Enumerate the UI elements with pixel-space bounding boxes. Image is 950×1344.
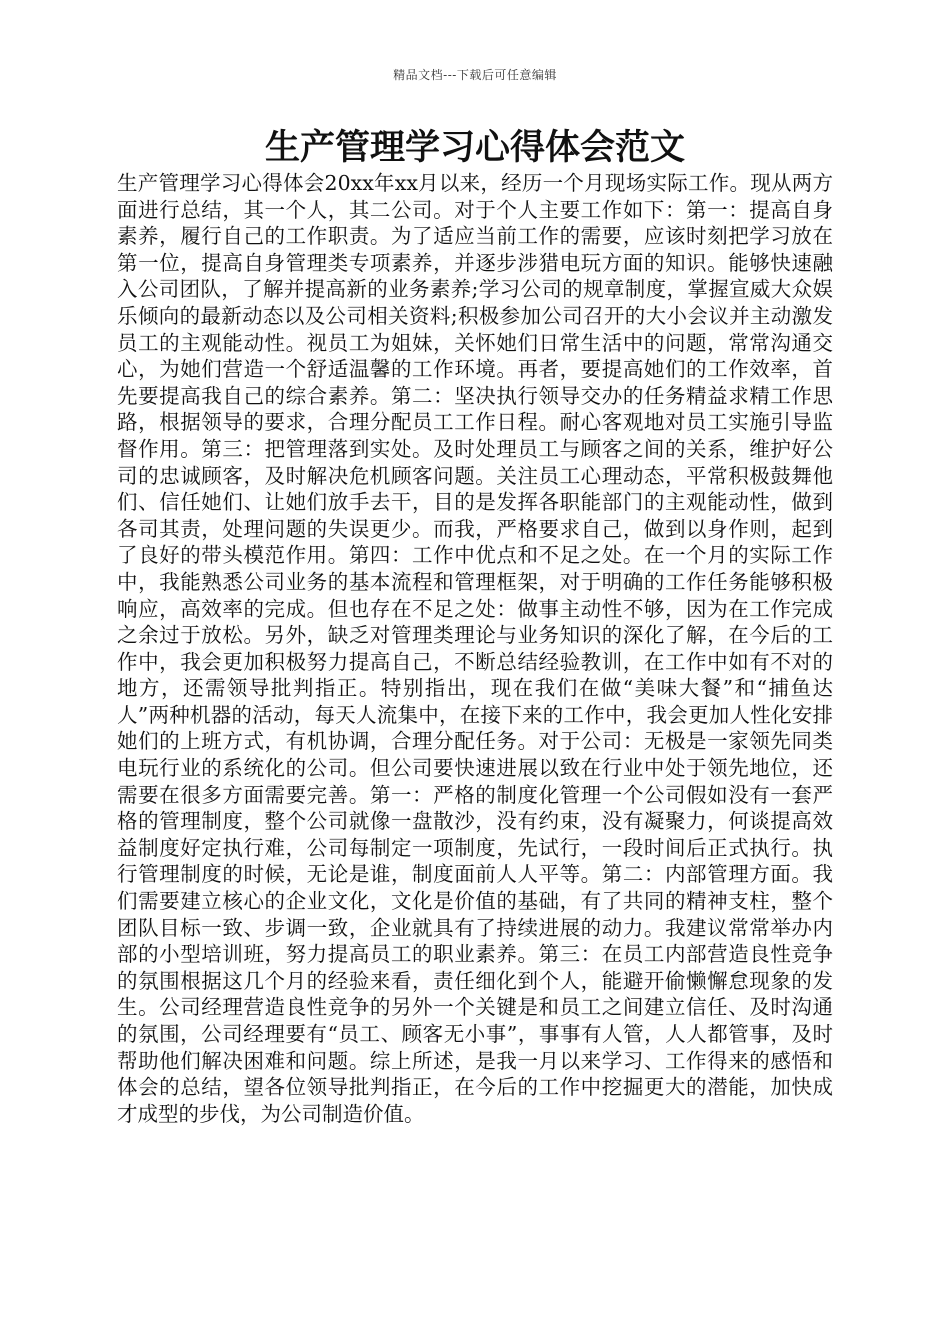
document-title: 生产管理学习心得体会范文	[264, 128, 685, 168]
header-note: 精品文档---下载后可任意编辑	[393, 68, 557, 82]
document-body: 生产管理学习心得体会20xx年xx月以来，经历一个月现场实际工作。现从两方面进行总结，其一个人，其二公司。对于个人主要工作如下：第一：提高自身素养，履行自己的工作职责。为了适应当前工作的需要，应该时刻把学习放在第一位，提高自身管理类专项素养，并逐步涉猎电玩方面的知识。能够快速融入公司团队，了解并提高新的业务素养;学习公司的规章制度，掌握宣威大众娱乐倾向的最新动态以及公司相关资料;积极参加公司召开的大小会议并主动激发员工的主观能动性。视员工为姐妹，关怀她们日常生活中的问题，常常沟通交心，为她们营造一个舒适温馨的工作环境。再者，要提高她们的工作效率，首先要提高我自己的综合素养。第二：坚决执行领导交办的任务精益求精工作思路，根据领导的要求，合理分配员工工作日程。耐心客观地对员工实施引导监督作用。第三：把管理落到实处。及时处理员工与顾客之间的关系，维护好公司的忠诚顾客，及时解决危机顾客问题。关注员工心理动态，平常积极鼓舞他们、信任她们、让她们放手去干，目的是发挥各职能部门的主观能动性，做到各司其责，处理问题的失误更少。而我，严格要求自己，做到以身作则，起到了良好的带头模范作用。第四：工作中优点和不足之处。在一个月的实际工作中，我能熟悉公司业务的基本流程和管理框架，对于明确的工作任务能够积极响应，高效率的完成。但也存在不足之处：做事主动性不够，因为在工作完成之余过于放松。另外，缺乏对管理类理论与业务知识的深化了解，在今后的工作中，我会更加积极努力提高自己，不断总结经验教训，在工作中如有不对的地方，还需领导批判指正。特别指出，现在我们在做“美味大餐”和“捕鱼达人”两种机器的活动，每天人流集中，在接下来的工作中，我会更加人性化安排她们的上班方式，有机协调，合理分配任务。对于公司：无极是一家领先同类电玩行业的系统化的公司。但公司要快速进展以致在行业中处于领先地位，还需要在很多方面需要完善。第一：严格的制度化管理一个公司假如没有一套严格的管理制度，整个公司就像一盘散沙，没有约束，没有凝聚力，何谈提高效益制度好定执行难，公司每制定一项制度，先试行，一段时间后正式执行。执行管理制度的时候，无论是谁，制度面前人人平等。第二：内部管理方面。我们需要建立核心的企业文化，文化是价值的基础，有了共同的精神支柱，整个团队目标一致、步调一致，企业就具有了持续进展的动力。我建议常常举办内部的小型培训班，努力提高员工的职业素养。第三：在员工内部营造良性竞争的氛围根据这几个月的经验来看，责任细化到个人，能避开偷懒懈怠现象的发生。公司经理营造良性竞争的另外一个关键是和员工之间建立信任、及时沟通的氛围，公司经理要有“员工、顾客无小事”，事事有人管，人人都管事，及时帮助他们解决困难和问题。综上所述，是我一月以来学习、工作得来的感悟和体会的总结，望各位领导批判指正，在今后的工作中挖掘更大的潜能，加快成才成型的步伐，为公司制造价值。	[117, 171, 833, 1126]
